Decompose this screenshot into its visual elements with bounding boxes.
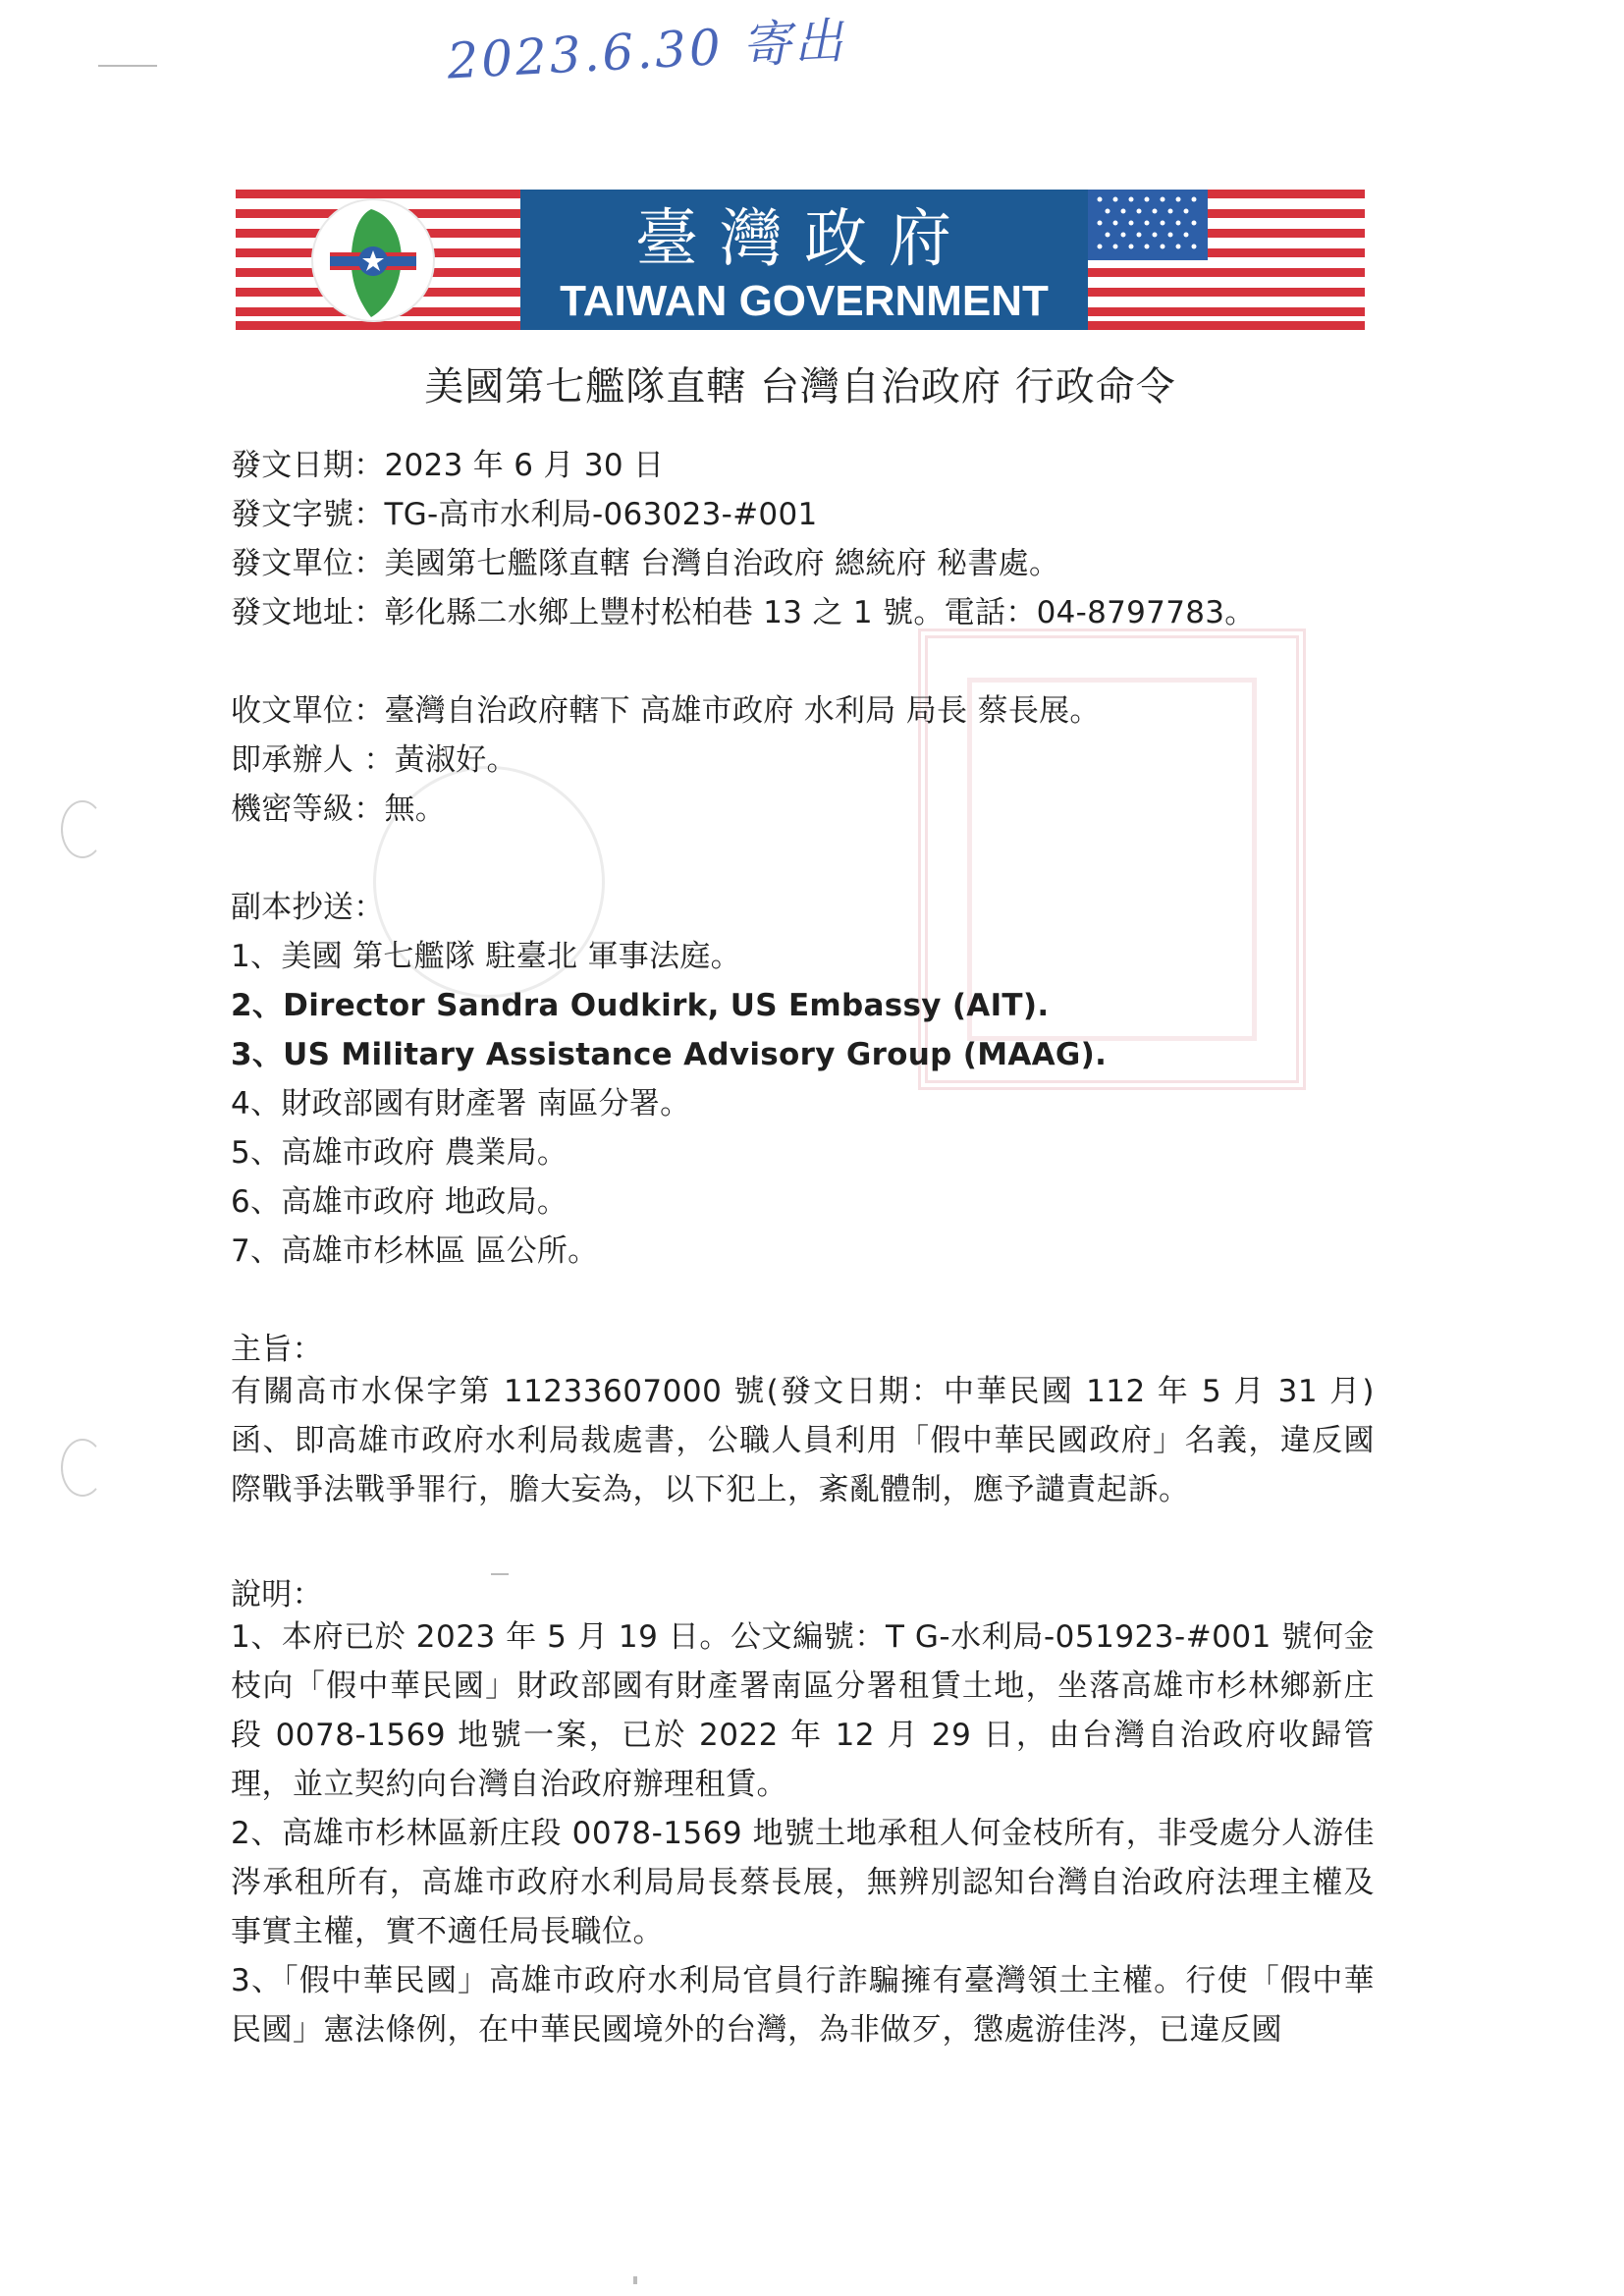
scan-speck (98, 65, 157, 67)
cc-item: 4、財政部國有財產署 南區分署。 (231, 1086, 691, 1121)
cc-item: 5、高雄市政府 農業局。 (231, 1135, 568, 1171)
explanation-heading: 說明： (231, 1577, 323, 1613)
confidentiality-level: 機密等級：無。 (231, 792, 447, 827)
cc-item: 7、高雄市杉林區 區公所。 (231, 1233, 599, 1269)
subject-text: 有關高市水保字第 11233607000 號(發文日期：中華民國 112 年 5 月 31 月)函、即高雄市政府水利局裁處書，公職人員利用「假中華民國政府」名義，違反國際戰爭法戰爭罪行，膽大妄為，以下犯上，紊亂體制，應予譴責起訴。 (231, 1374, 1375, 1507)
taiwan-government-banner (236, 190, 1365, 330)
banner-title-zh: 臺灣政府 (635, 203, 973, 276)
issuing-address: 發文地址：彰化縣二水鄉上豐村松柏巷 13 之 1 號。電話：04-8797783。 (231, 595, 1256, 630)
scan-speck (633, 2276, 637, 2284)
handwritten-date-note: 2023.6.30 寄出 (445, 12, 847, 90)
banner-title-en: TAIWAN GOVERNMENT (560, 277, 1049, 325)
punch-hole-mark (61, 1439, 104, 1497)
explanation-item: 1、本府已於 2023 年 5 月 19 日。公文編號：T G-水利局-051923-#001 號何金枝向「假中華民國」財政部國有財產署南區分署租賃土地，坐落高雄市杉林鄉新庄段 0078-1569 地號一案，已於 2022 年 12 月 29 日，由台灣自治政府收歸管理，並立契約向台灣自治政府辦理租賃。 (231, 1619, 1375, 1802)
recipient-unit: 收文單位：臺灣自治政府轄下 高雄市政府 水利局 局長 蔡長展。 (231, 693, 1101, 729)
punch-hole-mark (61, 800, 104, 858)
handler: 即承辦人 ：黃淑好。 (231, 742, 517, 778)
document-number: 發文字號：TG-高市水利局-063023-#001 (231, 497, 818, 532)
taiwan-island-emblem (312, 199, 434, 321)
explanation-item: 3、「假中華民國」高雄市政府水利局官員行詐騙擁有臺灣領土主權。行使「假中華民國」憲法條例，在中華民國境外的台灣，為非做歹，懲處游佳涔，已違反國 (231, 1963, 1375, 2048)
scan-speck (491, 1573, 509, 1575)
cc-heading: 副本抄送： (231, 890, 385, 925)
explanation-item: 2、高雄市杉林區新庄段 0078-1569 地號土地承租人何金枝所有，非受處分人游佳涔承租所有，高雄市政府水利局局長蔡長展，無辨別認知台灣自治政府法理主權及事實主權，實不適任局長職位。 (231, 1816, 1375, 1949)
issuing-unit: 發文單位：美國第七艦隊直轄 台灣自治政府 總統府 秘書處。 (231, 546, 1060, 581)
subject-heading: 主旨： (231, 1332, 323, 1367)
document-title: 美國第七艦隊直轄 台灣自治政府 行政命令 (424, 364, 1176, 410)
us-flag (1088, 190, 1365, 330)
cc-item: 3、US Military Assistance Advisory Group (MAAG). (231, 1037, 1108, 1072)
cc-item: 6、高雄市政府 地政局。 (231, 1184, 568, 1220)
issue-date: 發文日期：2023 年 6 月 30 日 (231, 448, 665, 483)
cc-item: 1、美國 第七艦隊 駐臺北 軍事法庭。 (231, 939, 741, 974)
cc-item: 2、Director Sandra Oudkirk, US Embassy (AIT). (231, 988, 1050, 1023)
